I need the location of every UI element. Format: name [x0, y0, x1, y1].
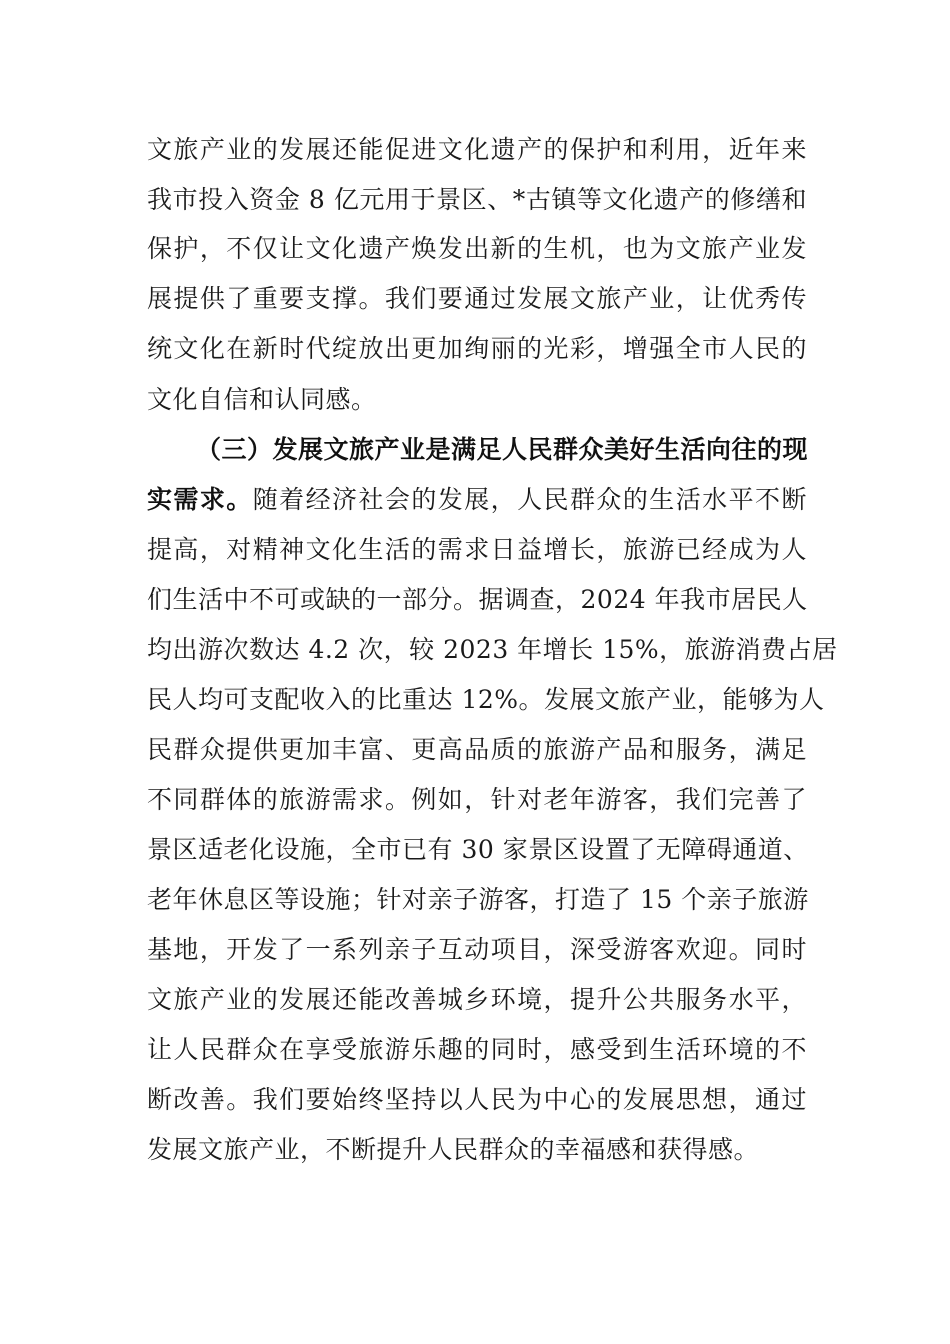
paragraph-1-line-6: 文化自信和认同感。 [147, 385, 377, 414]
paragraph-2-line-15: 发展文旅产业，不断提升人民群众的幸福感和获得感。 [147, 1135, 760, 1164]
paragraph-2-line-6: 民人均可支配收入的比重达 12%。发展文旅产业，能够为人 [147, 685, 825, 714]
paragraph-2-line-14: 断改善。我们要始终坚持以人民为中心的发展思想，通过 [147, 1085, 807, 1114]
paragraph-1-line-2: 我市投入资金 8 亿元用于景区、*古镇等文化遗产的修缮和 [147, 185, 807, 214]
paragraph-2-line-4: 们生活中不可或缺的一部分。据调查，2024 年我市居民人 [147, 585, 808, 614]
paragraph-1-line-3: 保护，不仅让文化遗产焕发出新的生机，也为文旅产业发 [147, 234, 807, 263]
paragraph-2-line-10: 老年休息区等设施；针对亲子游客，打造了 15 个亲子旅游 [147, 885, 809, 914]
paragraph-2-line-9: 景区适老化设施，全市已有 30 家景区设置了无障碍通道、 [147, 835, 809, 864]
paragraph-2-line-8: 不同群体的旅游需求。例如，针对老年游客，我们完善了 [147, 785, 807, 814]
paragraph-2-line-12: 文旅产业的发展还能改善城乡环境，提升公共服务水平， [147, 985, 807, 1014]
paragraph-2-line-2 [147, 480, 807, 520]
paragraph-2-line-2-text: 随着经济社会的发展，人民群众的生活水平不断 [252, 485, 807, 514]
paragraph-1-line-5: 统文化在新时代绽放出更加绚丽的光彩，增强全市人民的 [147, 334, 807, 363]
paragraph-2-line-13: 让人民群众在享受旅游乐趣的同时，感受到生活环境的不 [147, 1035, 807, 1064]
paragraph-2-line-7: 民群众提供更加丰富、更高品质的旅游产品和服务，满足 [147, 735, 807, 764]
paragraph-1-line-4: 展提供了重要支撑。我们要通过发展文旅产业，让优秀传 [147, 284, 807, 313]
paragraph-1-line-1: 文旅产业的发展还能促进文化遗产的保护和利用，近年来 [147, 135, 807, 164]
paragraph-2-line-5: 均出游次数达 4.2 次，较 2023 年增长 15%，旅游消费占居 [147, 635, 838, 664]
section-heading: （三）发展文旅产业是满足人民群众美好生活向往的现 [196, 435, 809, 464]
paragraph-2-line-3: 提高，对精神文化生活的需求日益增长，旅游已经成为人 [147, 535, 807, 564]
section-heading-end: 实需求。 [147, 485, 253, 514]
paragraph-2-line-11: 基地，开发了一系列亲子互动项目，深受游客欢迎。同时 [147, 935, 807, 964]
